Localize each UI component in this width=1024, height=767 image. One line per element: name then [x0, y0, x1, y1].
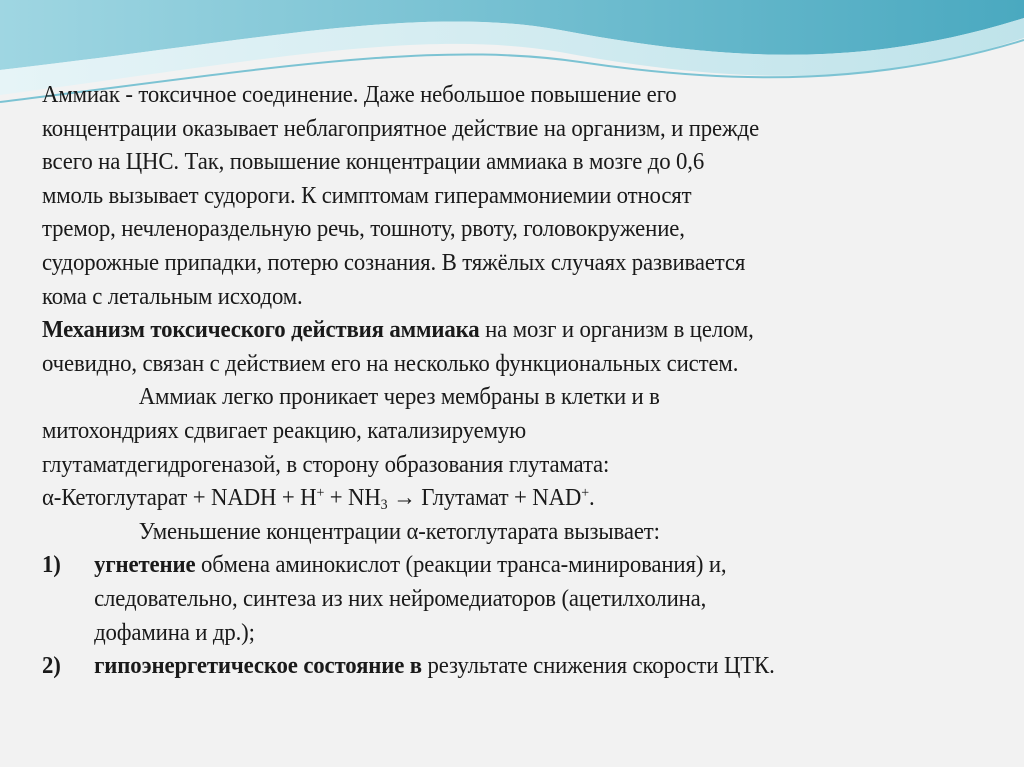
text-line: кома с летальным исходом. [42, 282, 303, 310]
paragraph-mechanism [42, 313, 1002, 380]
list-number: 2) [42, 652, 61, 680]
text-line: Уменьшение концентрации α-кетоглутарата вызывает: [138, 517, 660, 545]
text-line: концентрации оказывает неблагоприятное действие на организм, и прежде [42, 114, 760, 142]
text-line [94, 649, 1002, 683]
text-line: очевидно, связан с действием его на несколько функциональных систем. [42, 349, 739, 377]
list-bold: угнетение [94, 551, 196, 579]
list-item [42, 548, 1002, 649]
list-bold: гипоэнергетическое состояние в [94, 652, 422, 680]
list-rest: обмена аминокислот (реакции транса-минирования) и, [195, 551, 727, 579]
text-line: следовательно, синтеза из них нейромедиаторов (ацетилхолина, [94, 584, 707, 612]
list-rest: результате снижения скорости ЦТК. [421, 652, 775, 680]
paragraph-ammonia-toxicity [42, 78, 1002, 313]
list-item-body [94, 649, 1002, 683]
text-line: Аммиак - токсичное соединение. Даже небольшое повышение его [42, 81, 677, 108]
text-line: судорожные припадки, потерю сознания. В тяжёлых случаях развивается [42, 248, 746, 276]
mechanism-heading: Механизм токсического действия аммиака [42, 316, 480, 344]
text-line: Аммиак легко проникает через мембраны в клетки и в [138, 383, 660, 411]
text-line: тремор, нечленораздельную речь, тошноту, рвоту, головокружение, [42, 215, 685, 243]
list-item-body [94, 548, 1002, 649]
eq-sub: 3 [380, 497, 388, 514]
eq-sup: + [316, 485, 325, 502]
list-item [42, 649, 1002, 683]
slide-body [42, 78, 1002, 683]
eq-part: . [588, 484, 595, 512]
text-line: всего на ЦНС. Так, повышение концентрации аммиака в мозге до 0,6 [42, 148, 705, 176]
eq-part: → Глутамат + NAD [387, 484, 582, 512]
paragraph-membrane [42, 380, 1002, 481]
eq-sup: + [581, 485, 589, 502]
mechanism-rest: на мозг и организм в целом, [479, 316, 754, 344]
text-line [94, 548, 1002, 582]
text-line [42, 313, 1002, 347]
text-line: глутаматдегидрогеназой, в сторону образования глутамата: [42, 450, 610, 478]
text-line: дофамина и др.); [94, 618, 255, 646]
reaction-equation [42, 481, 1002, 515]
eq-part: α-Кетоглутарат + NADH + H [42, 484, 317, 512]
eq-part: + NH [324, 484, 381, 512]
text-line: ммоль вызывает судороги. К симптомам гипераммониемии относят [42, 181, 692, 209]
text-line: митохондриях сдвигает реакцию, катализируемую [42, 416, 527, 444]
list-number: 1) [42, 551, 61, 579]
